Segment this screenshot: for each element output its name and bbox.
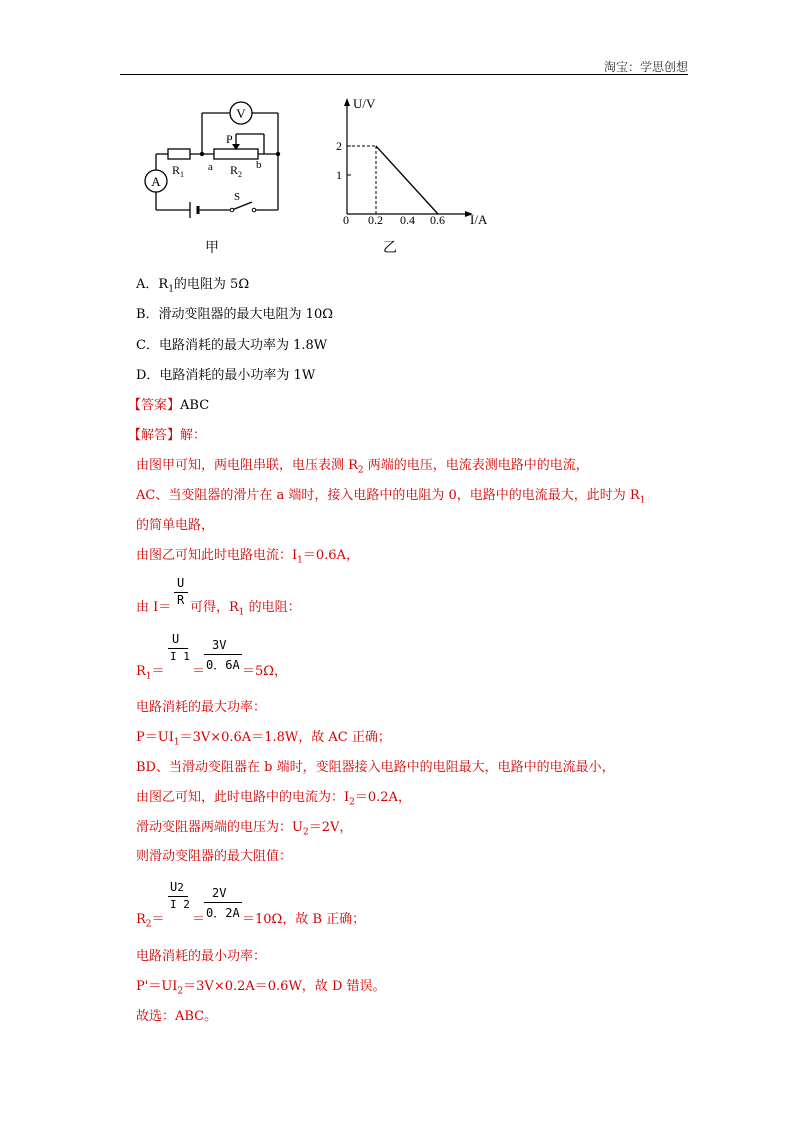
solution-line: 故选：ABC。 [136, 1009, 218, 1024]
x-tick-label: 0.4 [400, 213, 415, 227]
solution-line: 的简单电路， [136, 518, 215, 533]
r2-label: $R_2$ [230, 163, 243, 179]
answer-line: 【答案】ABC [128, 398, 210, 413]
switch-s-label: S [234, 191, 241, 203]
x-axis-label: I/A [470, 212, 488, 227]
terminal-b-label: b [256, 159, 262, 171]
solution-line: AC、当变阻器的滑片在 a 端时，接入电路中的电阻为 0，电路中的电流最大，此时为 $R_1$ [136, 488, 646, 506]
r1-label: $R_1$ [172, 163, 185, 179]
option-c: C．电路消耗的最大功率为 1.8W [136, 338, 328, 353]
option-a: A．$R_1$的电阻为 5Ω [136, 277, 250, 295]
solution-line: 电路消耗的最大功率： [136, 700, 267, 715]
solution-line: BD、当滑动变阻器在 b 端时，变阻器接入电路中的电阻最大，电路中的电流最小， [136, 760, 615, 775]
y-axis-label: U/V [353, 96, 376, 111]
formula-r2: U2 I 2 2V $R_2=$ ＝ 0．2A ＝10Ω，故 B 正确； [136, 880, 366, 930]
junction-dot [200, 152, 204, 156]
option-d: D．电路消耗的最小功率为 1W [136, 368, 316, 383]
voltmeter-label: V [236, 106, 246, 121]
y-tick-label: 2 [336, 139, 342, 153]
slider-p-label: P [226, 132, 233, 146]
formula-r1: U I 1 3V $R_1=$ ＝ 0．6A ＝5Ω， [136, 632, 288, 682]
option-b: B．滑动变阻器的最大电阻为 10Ω [136, 307, 334, 322]
rheostat-r2 [214, 149, 258, 159]
y-tick-label: 1 [336, 168, 342, 182]
resistor-r1 [168, 149, 190, 159]
ammeter-label: A [151, 174, 161, 189]
switch-contact [252, 208, 256, 212]
switch-contact [230, 208, 234, 212]
solution-label: 【解答】解： [128, 428, 207, 443]
y-axis-arrow [344, 98, 350, 106]
u-i-line [376, 146, 438, 214]
header-text: 淘宝：学思创想 [603, 60, 688, 74]
x-tick-label: 0.6 [430, 213, 445, 227]
circuit-caption: 甲 [205, 240, 219, 256]
solution-line: 则滑动变阻器的最大阻值： [136, 849, 293, 864]
solution-line: 由图甲可知，两电阻串联，电压表测 $R_2$ 两端的电压，电流表测电路中的电流， [136, 458, 589, 476]
formula-ohm: U R 由 I＝ 可得，$R_1$ 的电阻： [136, 576, 301, 618]
graph-caption: 乙 [383, 240, 397, 256]
solution-line: 由图乙可知，此时电路中的电流为：$I_2=0.2A$， [136, 790, 411, 808]
u-i-graph [330, 90, 500, 230]
junction-dot [276, 152, 280, 156]
solution-line: 滑动变阻器两端的电压为：$U_2=2V$， [136, 820, 353, 838]
header-rule [120, 74, 688, 75]
solution-line: 电路消耗的最小功率： [136, 949, 267, 964]
terminal-a-label: a [208, 161, 213, 173]
x-tick-label: 0.2 [368, 213, 383, 227]
x-tick-label: 0 [343, 213, 349, 227]
solution-line: $P=UI_1=3V\times 0.6A=1.8W$，故 AC 正确； [136, 730, 391, 748]
circuit-diagram [136, 96, 296, 226]
solution-line: $P'=UI_2=3V\times 0.2A=0.6W$，故 D 错误。 [136, 979, 386, 997]
solution-line: 由图乙可知此时电路电流：$I_1=0.6A$， [136, 548, 359, 566]
